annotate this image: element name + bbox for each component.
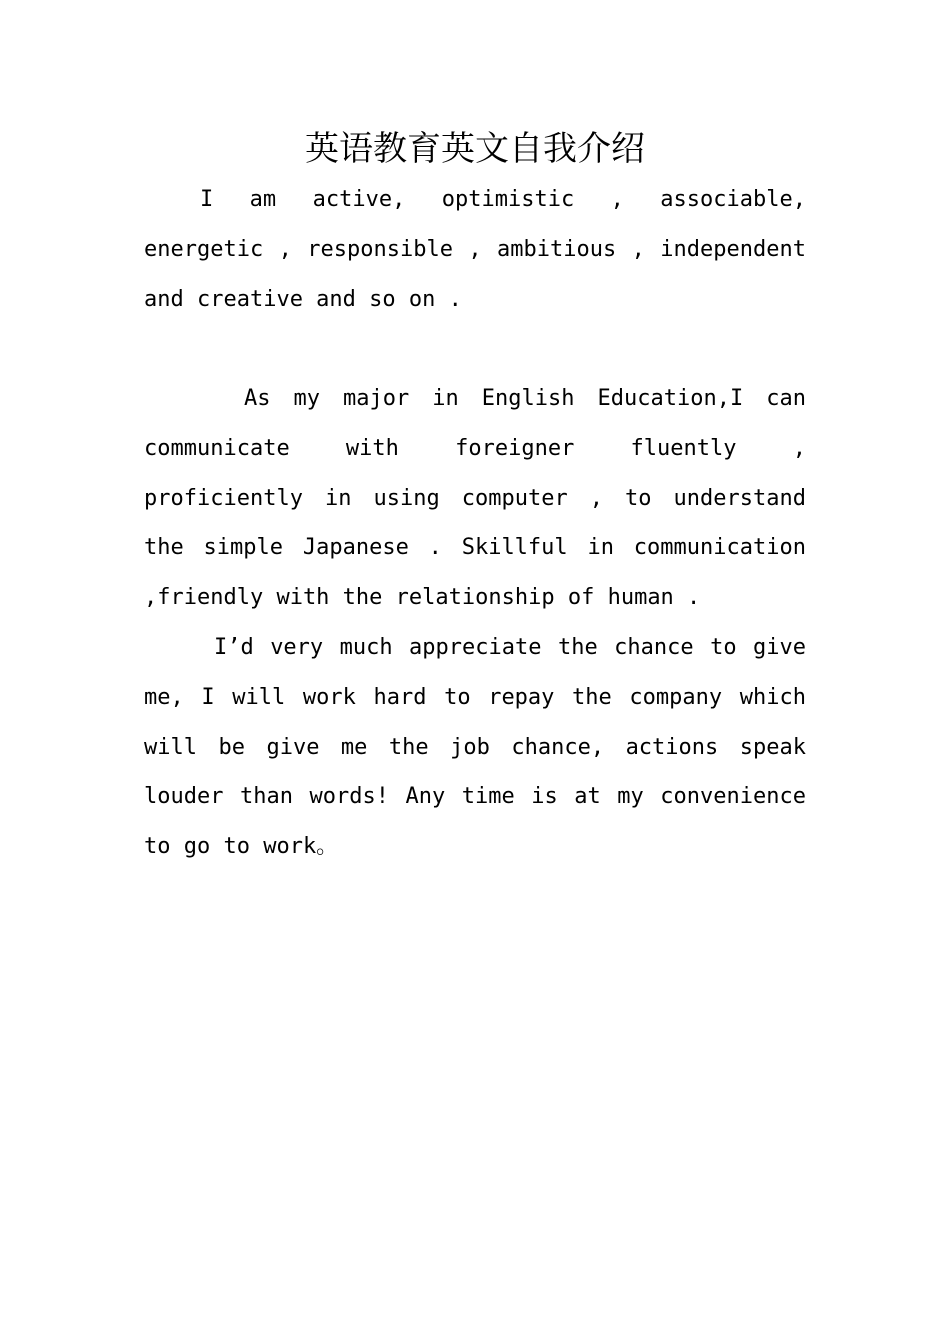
paragraph-major: As my major in English Education,I can communicate with foreigner fluently , proficiently in using computer , to understand the simple Japanese . Skillful in communication ,friendly with the relationship of human . (144, 386, 806, 611)
document-title: 英语教育英文自我介绍 (305, 129, 645, 169)
paragraph-personality: I am active, optimistic , associable, energetic , responsible , ambitious , independent and creative and so on . (144, 187, 806, 312)
paragraph-closing: I’d very much appreciate the chance to give me, I will work hard to repay the company which will be give me the job chance, actions speak louder than words! Any time is at my convenience to go to work。 (144, 635, 806, 860)
